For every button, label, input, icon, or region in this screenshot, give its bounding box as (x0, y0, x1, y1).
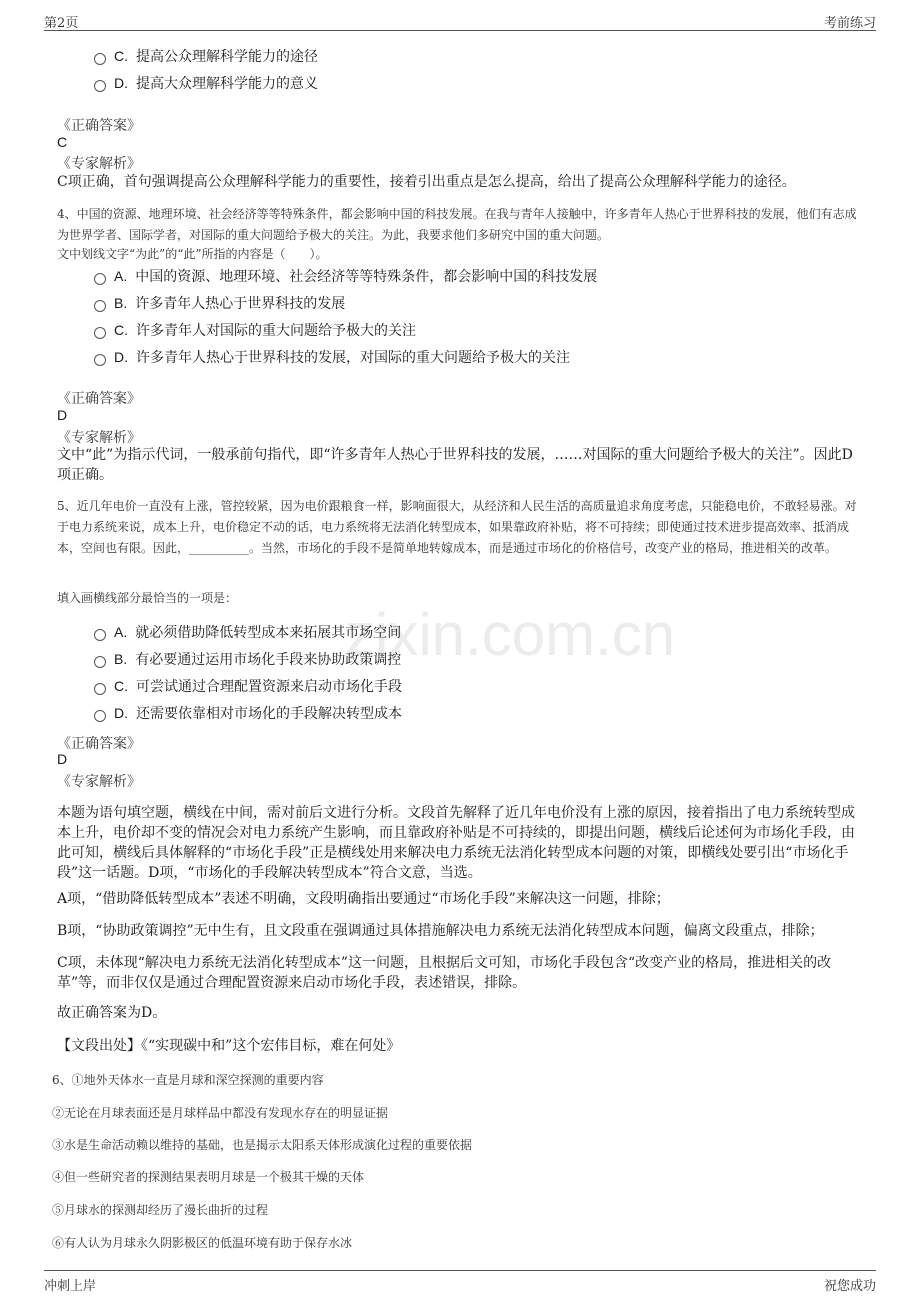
radio-icon[interactable] (94, 656, 106, 668)
analysis-text: C项，未体现“解决电力系统无法消化转型成本”这一问题，且根据后文可知，市场化手段包含“改变产业的格局，推进相关的改革”等，而非仅仅是通过合理配置资源来启动市场化手段，表述错误，排除。 (57, 955, 832, 991)
radio-icon[interactable] (94, 53, 106, 65)
q4-option-d[interactable]: D. 许多青年人热心于世界科技的发展，对国际的重大问题给予极大的关注 (94, 347, 570, 367)
analysis-text: 故正确答案为D。 (57, 1005, 167, 1021)
answer-value: D (57, 751, 68, 767)
analysis-label: 《专家解析》 (57, 430, 141, 446)
question-prompt: 文中划线文字“为此”的“此”所指的内容是（ ）。 (57, 247, 328, 261)
header-title: 考前练习 (823, 16, 876, 31)
q3-option-d[interactable]: D. 提高大众理解科学能力的意义 (94, 73, 318, 93)
radio-icon[interactable] (94, 273, 106, 285)
radio-icon[interactable] (94, 80, 106, 92)
analysis-label: 《专家解析》 (57, 156, 141, 172)
q5-option-a[interactable]: A. 就必须借助降低转型成本来拓展其市场空间 (94, 622, 401, 642)
footer-right: 祝您成功 (823, 1279, 876, 1294)
question-stem: 5、近几年电价一直没有上涨，管控较紧，因为电价跟粮食一样，影响面很大，从经济和人民生活的高质量追求角度考虑，只能稳电价，不敢轻易涨。对于电力系统来说，成本上升，电价稳定不动的话，电力系统将无法消化转型成本，如果靠政府补贴，将不可持续；即使通过技术进步提高效率、抵消成本，空间也有限。因此，__________。当然，市场化的手段不是简单地转嫁成本，而是通过市场化的价格信号，改变产业的格局，推进相关的改革。 (57, 499, 857, 555)
radio-icon[interactable] (94, 354, 106, 366)
analysis-text: C项正确，首句强调提高公众理解科学能力的重要性，接着引出重点是怎么提高，给出了提高公众理解科学能力的途径。 (57, 174, 796, 190)
question-prompt: 填入画横线部分最恰当的一项是： (57, 591, 238, 605)
q6-item: ④但一些研究者的探测结果表明月球是一个极其干燥的天体 (52, 1170, 365, 1184)
q4-option-a[interactable]: A. 中国的资源、地理环境、社会经济等等特殊条件，都会影响中国的科技发展 (94, 266, 597, 286)
analysis-label: 《专家解析》 (57, 774, 141, 790)
q4-option-b[interactable]: B. 许多青年人热心于世界科技的发展 (94, 293, 345, 313)
question-stem: 4、中国的资源、地理环境、社会经济等等特殊条件，都会影响中国的科技发展。在我与青年人接触中，许多青年人热心于世界科技的发展，他们有志成为世界学者、国际学者，对国际的重大问题给予极大的关注。为此，我要求他们多研究中国的重大问题。 (57, 207, 857, 242)
q4-option-c[interactable]: C. 许多青年人对国际的重大问题给予极大的关注 (94, 320, 416, 340)
page-header (44, 8, 876, 31)
q6-item: ⑤月球水的探测却经历了漫长曲折的过程 (52, 1203, 269, 1217)
analysis-text: A项，“借助降低转型成本”表述不明确，文段明确指出要通过“市场化手段”来解决这一问题，排除； (57, 891, 670, 907)
radio-icon[interactable] (94, 710, 106, 722)
page-footer (44, 1270, 876, 1295)
q6-item: ⑥有人认为月球永久阴影极区的低温环境有助于保存水冰 (52, 1236, 353, 1250)
footer-left: 冲刺上岸 (44, 1279, 97, 1294)
q6-item: ③水是生命活动赖以维持的基础，也是揭示太阳系天体形成演化过程的重要依据 (52, 1138, 473, 1152)
answer-label: 《正确答案》 (57, 391, 141, 407)
source-citation: 【文段出处】《“实现碳中和”这个宏伟目标，难在何处》 (57, 1038, 401, 1054)
radio-icon[interactable] (94, 327, 106, 339)
q6-item: 6、①地外天体水一直是月球和深空探测的重要内容 (52, 1073, 324, 1087)
answer-value: D (57, 407, 68, 423)
q6-item: ②无论在月球表面还是月球样品中都没有发现水存在的明显证据 (52, 1106, 389, 1120)
q5-option-d[interactable]: D. 还需要依靠相对市场化的手段解决转型成本 (94, 703, 402, 723)
analysis-text: B项，“协助政策调控”无中生有，且文段重在强调通过具体措施解决电力系统无法消化转型成本问题，偏离文段重点，排除； (57, 923, 824, 939)
q5-option-b[interactable]: B. 有必要通过运用市场化手段来协助政策调控 (94, 649, 401, 669)
answer-label: 《正确答案》 (57, 736, 141, 752)
q5-option-c[interactable]: C. 可尝试通过合理配置资源来启动市场化手段 (94, 676, 402, 696)
analysis-text: 本题为语句填空题，横线在中间，需对前后文进行分析。文段首先解释了近几年电价没有上涨的原因，接着指出了电力系统转型成本上升，电价却不变的情况会对电力系统产生影响，而且靠政府补贴是不可持续的，即提出问题，横线后论述何为市场化手段，由此可知，横线后具体解释的“市场化手段”正是横线处用来解决电力系统无法消化转型成本问题的对策，即横线处要引出“市场化手段”这一话题。D项，“市场化的手段解决转型成本”符合文意，当选。 (57, 805, 855, 881)
radio-icon[interactable] (94, 629, 106, 641)
answer-value: C (57, 134, 68, 150)
watermark: zixin.com.cn (345, 601, 676, 668)
radio-icon[interactable] (94, 683, 106, 695)
analysis-text: 文中“此”为指示代词，一般承前句指代，即“许多青年人热心于世界科技的发展，……对国际的重大问题给予极大的关注”。因此D项正确。 (57, 447, 853, 483)
radio-icon[interactable] (94, 300, 106, 312)
q3-option-c[interactable]: C. 提高公众理解科学能力的途径 (94, 46, 318, 66)
page-number: 第2页 (44, 16, 79, 31)
answer-label: 《正确答案》 (57, 118, 141, 134)
